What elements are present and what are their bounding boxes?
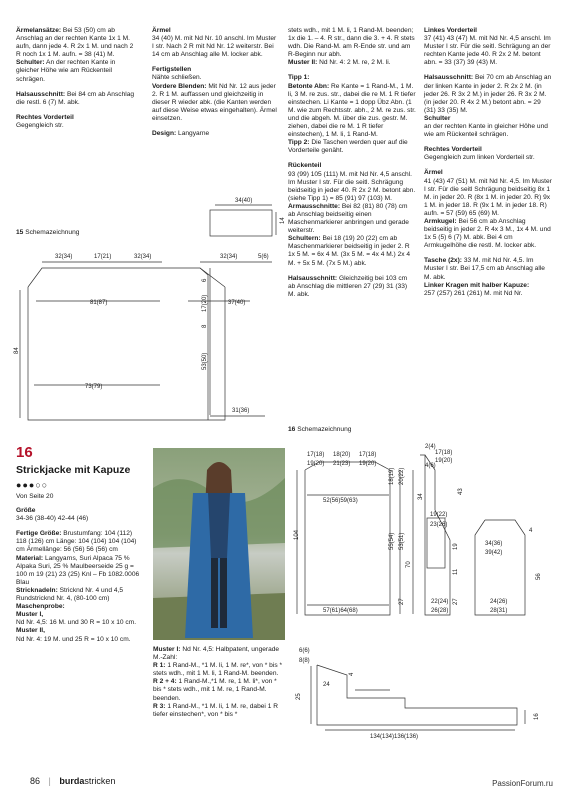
difficulty-dot-filled: ●	[28, 480, 36, 490]
paragraph-heading: Schulter	[424, 114, 451, 122]
dim-label: 73(79)	[85, 384, 103, 390]
paragraph-text: Die Taschen werden quer auf die Vorderteile genäht.	[288, 139, 408, 155]
paragraph	[152, 83, 277, 123]
paragraph	[288, 27, 416, 59]
paragraph-text: Brustumfang: 104 (112) 118 (126) cm Länge: 104 (104) 104 (104) cm Ärmellänge: 56 (56) 56 (56) cm	[16, 530, 137, 554]
schematic-15	[10, 180, 285, 430]
paragraph-heading: Material:	[16, 554, 44, 562]
dim-label: 52(56)59(63)	[323, 498, 358, 504]
paragraph	[16, 91, 136, 107]
brand-suffix: stricken	[84, 776, 116, 786]
dim-label: 55(54)	[389, 532, 395, 550]
dim-label: 21(23)	[333, 461, 351, 467]
paragraph-text: Re Kante = 1 Rand-M., 1 M. li, 3 M. re zus. str., dabei die re M. 1 R tiefer einstechen. Li Kante = 1 dopp Übz Abn. (1 M. wie zum Rechtsstr. abh., 2 M. re zus. str. und die abgeh. M. über die zus. gestr. M. ziehen, dabei die re M. 1 R tiefer einstechen), 1 M. li, 1 Rand-M.	[288, 82, 416, 139]
paragraph-text: stets wdh., mit 1 M. li, 1 Rand-M. beenden; 1x die 1. – 4. R str., dann die 3. + 4. R stets wdh. Die Rand-M. am R-Ende str. und am R-Beginn nur abh.	[288, 27, 415, 59]
paragraph	[16, 603, 144, 611]
dim-label: 39(42)	[485, 550, 503, 556]
diagram-15-title: Schemazeichnung	[25, 229, 80, 236]
paragraph	[16, 114, 136, 130]
paragraph-heading: Ärmel	[152, 27, 171, 34]
paragraph	[424, 257, 552, 281]
dim-label: 11	[453, 568, 459, 575]
dim-label: 27	[399, 598, 405, 605]
paragraph-heading: Betonte Abn:	[288, 82, 330, 90]
paragraph-heading: Rechtes Vorderteil	[424, 146, 482, 154]
paragraph-heading: R 1:	[153, 662, 166, 670]
paragraph	[16, 59, 136, 83]
paragraph-heading: Armausschnitte:	[288, 202, 341, 210]
paragraph-heading: Design:	[152, 130, 177, 138]
paragraph	[16, 530, 144, 554]
paragraph-heading: Fertigstellen	[152, 66, 192, 74]
paragraph	[424, 27, 552, 67]
paragraph-heading: Halsausschnitt:	[424, 74, 474, 82]
dim-label: 17(20)	[202, 294, 208, 312]
dim-label: 23(26)	[430, 522, 448, 528]
dim-label: 14	[280, 217, 286, 224]
body-outline-15	[28, 287, 225, 420]
paragraph-text: Nd Nr. 4,5: 16 M. und 30 R = 10 x 10 cm.	[16, 619, 137, 627]
dim-label: 19	[453, 543, 459, 550]
dim-label: 4	[529, 528, 533, 534]
paragraph	[16, 611, 144, 627]
watermark: PassionForum.ru	[492, 779, 553, 788]
sleeve-piece-15	[210, 210, 272, 236]
dim-label: 8(8)	[299, 658, 310, 664]
text-column-1	[16, 27, 136, 130]
paragraph	[16, 555, 144, 587]
page-reference: Von Seite 20	[16, 493, 54, 500]
dim-label: 4	[349, 672, 355, 676]
paragraph-text: Nd Nr. 4,5: Halbpatent, ungerade M.-Zahl:	[153, 646, 280, 662]
dim-label: 26(28)	[431, 608, 449, 614]
dim-label: 19(20)	[307, 461, 325, 467]
diagram-16-caption	[288, 426, 351, 433]
dim-label: 22(24)	[431, 599, 449, 605]
dim-label: 27	[453, 598, 459, 605]
paragraph	[424, 169, 552, 218]
paragraph-text: 34-36 (38-40) 42-44 (46)	[16, 515, 89, 523]
paragraph-text: Bei 84 cm ab Anschlag die restl. 6 (7) M. abk.	[16, 90, 135, 106]
paragraph	[152, 130, 277, 138]
project-title: Strickjacke mit Kapuze	[16, 464, 131, 476]
project-16-info	[16, 445, 144, 644]
paragraph	[153, 678, 283, 702]
paragraph-text: an der rechten Kante in gleicher Höhe und wie am Rückenteil schrägen.	[424, 123, 548, 139]
paragraph-heading: Muster II:	[288, 59, 318, 67]
dim-label: 53(51)	[399, 532, 405, 550]
paragraph	[152, 27, 277, 59]
model-photo	[153, 448, 285, 640]
paragraph	[16, 627, 144, 643]
paragraph-text: Gleichzeitig bei 103 cm ab Anschlag die mittleren 27 (29) 31 (33) M. abk.	[288, 274, 408, 298]
paragraph-text: 41 (43) 47 (51) M. mit Nd Nr. 4,5. Im Muster I str. Für die seitl Schrägung beidseitig 8x 1 M. in jeder 20. R (8x 1 M. in jeder 20. R) 9x 1 M. in jeder 18. R (9x 1 M. in jeder 18. R) aufn. = 57 (59) 65 (69) M.	[424, 177, 552, 217]
paragraph-heading: Tasche (2x):	[424, 257, 462, 265]
dim-label: 43	[458, 488, 464, 495]
paragraph-heading: Muster I:	[153, 646, 181, 653]
difficulty-dot-filled: ●	[16, 480, 23, 490]
paragraph-heading: Schulter:	[16, 59, 45, 67]
paragraph	[153, 646, 283, 662]
page-footer: 86 | burdastricken	[30, 776, 116, 786]
dim-label: 6(6)	[299, 648, 310, 654]
paragraph-heading: Rückenteil	[288, 162, 322, 170]
dim-label: 24	[323, 682, 330, 688]
dim-label: 37(40)	[228, 300, 246, 306]
dim-label: 28(31)	[490, 608, 508, 614]
paragraph-text: Nd Nr. 4: 19 M. und 25 R = 10 x 10 cm.	[16, 635, 131, 643]
dim-label: 53(50)	[202, 352, 208, 370]
dim-label: 34(36)	[485, 541, 503, 547]
dim-label: 19(22)	[430, 512, 448, 518]
paragraph-heading: Fertige Größe:	[16, 530, 62, 538]
paragraph-text: Mit Nd Nr. 12 aus jeder 2. R 1 M. auffassen und gleichzeitig in dieser R wieder abk. (die Kanten werden auf diese Weise etwas eingehalten). Ärmel einsetzen.	[152, 82, 277, 122]
paragraph-text: 37 (41) 43 (47) M. mit Nd Nr. 4,5 anschl. Im Muster I str. Für die seitl. Schrägung an der rechten Kante jede 40. R 2x 2 M. betont abn. = 33 (37) 39 (43) M.	[424, 35, 551, 67]
paragraph-heading: Vordere Blenden:	[152, 82, 207, 90]
dim-label: 25	[296, 693, 302, 700]
paragraph	[288, 59, 416, 67]
schematic-16	[285, 440, 555, 740]
difficulty-dot-filled: ●	[22, 480, 29, 490]
dim-label: 32(34)	[134, 254, 152, 260]
dim-label: 70	[406, 561, 412, 568]
paragraph	[16, 27, 136, 59]
paragraph-text: Nd Nr. 4: 2 M. re, 2 M. li.	[319, 59, 391, 67]
muster-instructions	[153, 646, 283, 719]
paragraph	[288, 203, 416, 235]
dim-label: 34	[418, 493, 424, 500]
dim-label: 5(6)	[258, 254, 269, 260]
paragraph-text: 257 (257) 261 (261) M. mit Nd Nr.	[424, 289, 523, 297]
dim-label: 134(134)136(136)	[370, 734, 419, 740]
dim-label: 19(20)	[359, 461, 377, 467]
back-piece-16	[305, 470, 390, 615]
dim-label: 34(40)	[235, 198, 253, 204]
dim-label: 6	[202, 278, 208, 282]
paragraph-text: Gegengleich str.	[16, 121, 64, 129]
collar-piece-16	[317, 665, 517, 725]
paragraph	[424, 115, 552, 139]
paragraph-heading: Stricknadeln:	[16, 586, 58, 594]
paragraph	[424, 146, 552, 162]
paragraph-text: Stricknd Nr. 4 und 4,5 Rundstricknd Nr. 4, (80-100 cm)	[16, 586, 124, 603]
paragraph	[288, 139, 416, 155]
paragraph-text: 1 Rand-M., *1 M. li, 1 M. re, dabei 1 R tiefer einstechen*, von * bis *	[153, 702, 278, 718]
paragraph-text: Bei 56 cm ab Anschlag beidseitig in jeder 2. R 4x 3 M., 1x 4 M. und 1x 5 (5) 6 (7) M. abk. Bei 4 cm Armkugelhöhe die restl. M. locker abk.	[424, 217, 551, 250]
paragraph	[424, 74, 552, 114]
paragraph-heading: Rechtes Vorderteil	[16, 113, 74, 121]
diagram-16-title: Schemazeichnung	[297, 426, 352, 433]
paragraph-text: Gegengleich zum linken Vorderteil str.	[424, 154, 535, 162]
paragraph-text: An der rechten Kante in gleicher Höhe wie am Rückenteil schrägen.	[16, 59, 116, 83]
dim-label: 57(61)64(68)	[323, 608, 358, 614]
paragraph	[152, 66, 277, 82]
dim-label: 2(4)	[425, 444, 436, 450]
paragraph	[16, 587, 144, 603]
dim-label: 20(22)	[399, 467, 405, 485]
dim-label: 18(20)	[333, 452, 351, 458]
paragraph	[288, 74, 416, 82]
paragraph-text: 34 (40) M. mit Nd Nr. 10 anschl. Im Muster I str. Nach 2 R mit Nd Nr. 12 weiterstr. Bei 14 cm ab Anschlag alle M. locker abk.	[152, 35, 277, 59]
paragraph	[288, 235, 416, 267]
paragraph-text: Bei 53 (50) cm ab Anschlag an der rechten Kante 1x 1 M. aufn, dann jede 4. R 2x 1 M. und nach 2 R noch 1x 1 M. aufn. = 38 (41) M.	[16, 27, 134, 59]
dim-label: 17(18)	[435, 450, 453, 456]
dim-label: 17(18)	[359, 452, 377, 458]
paragraph-text: Langyarne	[178, 130, 210, 138]
project-number: 16	[16, 444, 33, 461]
paragraph	[424, 218, 552, 250]
paragraph	[288, 275, 416, 299]
paragraph-text: Bei 70 cm ab Anschlag an der linken Kante in jeder 2. R 2x 2 M. (in jeder 26. R 3x 2 M.) in jeder 26. R 3x 2 M. (in jeder 20. R 4x 2 M.) betont abn. = 29 (31) 33 (35) M.	[424, 74, 552, 114]
page-number: 86	[30, 776, 41, 786]
text-column-2	[152, 27, 277, 138]
dim-label: 104	[294, 529, 300, 540]
diagram-16-number: 16	[288, 426, 296, 433]
paragraph-text: Nähte schließen.	[152, 74, 202, 82]
paragraph-heading: Halsausschnitt:	[288, 274, 338, 282]
dim-label: 56	[536, 573, 542, 580]
dim-label: 19(20)	[435, 458, 453, 464]
paragraph-heading: Armkugel:	[424, 217, 457, 225]
dim-label: 18(19)	[389, 467, 395, 485]
text-column-3	[288, 27, 416, 299]
text-column-4	[424, 27, 552, 298]
paragraph-heading: R 3:	[153, 702, 166, 710]
diagram-15-number: 15	[16, 229, 24, 236]
paragraph-heading: R 2 + 4:	[153, 678, 177, 686]
paragraph-text: 1 Rand-M., *1 M. li, 1 M. re*, von * bis * stets wdh., mit 1 M. li, 1 Rand-M. beenden.	[153, 662, 283, 678]
difficulty-dots	[16, 479, 144, 491]
paragraph	[288, 162, 416, 202]
dim-label: 4(6)	[425, 463, 436, 469]
paragraph-heading: Maschenprobe:	[16, 603, 65, 611]
dim-label: 8	[202, 324, 208, 328]
dim-label: 81(87)	[90, 300, 108, 306]
project-sections	[16, 507, 144, 644]
dim-label: 16	[534, 713, 540, 720]
paragraph-heading: Linkes Vorderteil	[424, 27, 478, 34]
dim-label: 17(21)	[94, 254, 112, 260]
paragraph-heading: Tipp 2:	[288, 139, 310, 147]
dim-label: 32(34)	[55, 254, 73, 260]
paragraph-heading: Halsausschnitt:	[16, 90, 66, 98]
paragraph-heading: Größe	[16, 507, 36, 515]
difficulty-dot-empty: ○	[35, 480, 42, 490]
paragraph	[153, 662, 283, 678]
paragraph-text: Bei 18 (19) 20 (22) cm ab Maschenmarkierer beidseitig in jeder 2. R 1x 5 M. = 6x 4 M. (3x 5 M. = 4x 4 M.) 2x 4 M. + 5x 5 M. (7x 5 M.) abk.	[288, 235, 411, 267]
paragraph-heading: Tipp 1:	[288, 74, 310, 82]
paragraph-text: 1 Rand-M.,*1 M. re, 1 M. li*, von * bis * stets wdh., mit 1 M. re, 1 Rand-M. beenden.	[153, 678, 277, 702]
paragraph-text: 93 (99) 105 (111) M. mit Nd Nr. 4,5 anschl. Im Muster I str. Für die seitl. Schrägung beidseitig in jeder 40. R 2x 2 M. betont abn. (siehe Tipp 1) = 85 (91) 97 (103) M.	[288, 170, 416, 202]
paragraph-heading: Schultern:	[288, 235, 321, 243]
paragraph	[288, 83, 416, 140]
dim-label: 17(18)	[307, 452, 325, 458]
paragraph	[424, 282, 552, 298]
paragraph-text: 33 M. mit Nd Nr. 4,5. Im Muster I str. Bei 17,5 cm ab Anschlag alle M. abk.	[424, 257, 545, 281]
paragraph-heading: Muster I,	[16, 611, 44, 619]
difficulty-dot-empty: ○	[41, 480, 49, 490]
paragraph-text: Bei 82 (81) 80 (78) cm ab Anschlag beidseitig einen Maschenmarkierer anbringen und gerade weiterstr.	[288, 202, 409, 235]
dim-label: 32(34)	[220, 254, 238, 260]
dim-label: 84	[14, 347, 20, 354]
dim-label: 31(36)	[232, 408, 250, 414]
paragraph-heading: Linker Kragen mit halber Kapuze:	[424, 281, 530, 289]
paragraph-text: Langyarns, Suri Alpaca 75 % Alpaka Suri, 25 % Maulbeerseide 25 g = 100 m 19 (21) 23 (25) Knl – Fb 1082.0006 Blau	[16, 554, 140, 586]
paragraph	[16, 507, 144, 523]
paragraph	[153, 703, 283, 719]
paragraph-heading: Ärmelansätze:	[16, 27, 62, 34]
dim-label: 24(26)	[490, 599, 508, 605]
paragraph-heading: Muster II,	[16, 627, 45, 635]
paragraph-heading: Ärmel	[424, 169, 443, 177]
brand-name: burda	[59, 776, 85, 786]
